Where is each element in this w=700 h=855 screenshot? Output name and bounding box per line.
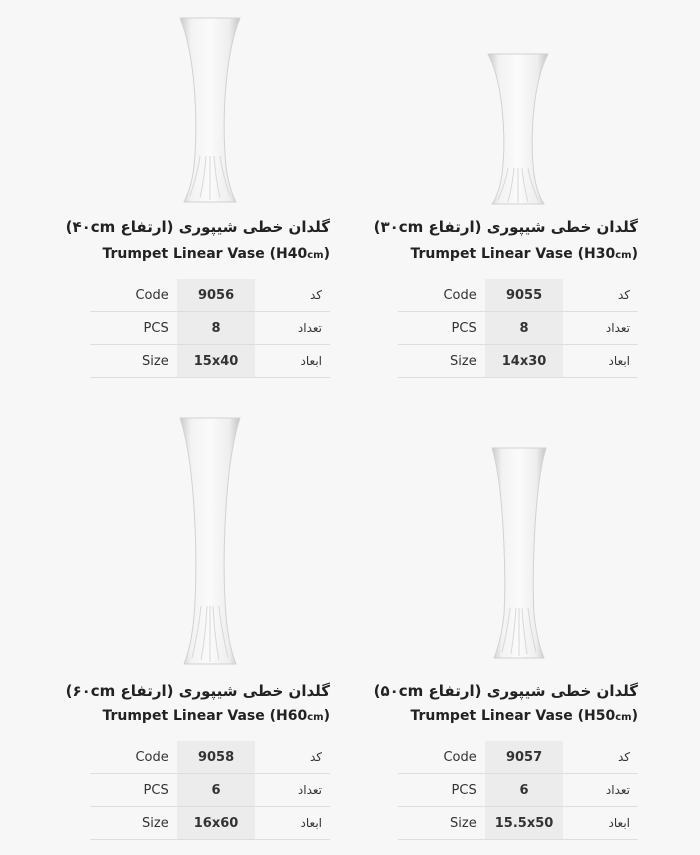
code-value: 9057 [485, 741, 564, 774]
table-row [90, 279, 330, 312]
pcs-label: PCS [398, 312, 485, 345]
size-value: 15x40 [177, 345, 256, 378]
size-label: Size [90, 807, 177, 840]
code-label-fa: کد [563, 279, 638, 312]
product-title-en: Trumpet Linear Vase (H30cm) [410, 246, 638, 262]
pcs-label-fa: تعداد [255, 312, 330, 345]
pcs-label: PCS [90, 774, 177, 807]
table-row [398, 741, 638, 774]
pcs-value: 6 [485, 774, 564, 807]
pcs-label-fa: تعداد [563, 312, 638, 345]
product-title-fa: گلدان خطی شیپوری (ارتفاع ۶۰cm) [65, 682, 330, 700]
product-title-fa: گلدان خطی شیپوری (ارتفاع ۳۰cm) [373, 218, 638, 236]
size-value: 16x60 [177, 807, 256, 840]
code-label-fa: کد [255, 741, 330, 774]
size-label: Size [398, 807, 485, 840]
spec-table [398, 279, 638, 378]
table-row [398, 312, 638, 345]
size-value: 14x30 [485, 345, 564, 378]
table-row [90, 807, 330, 840]
product-title-en: Trumpet Linear Vase (H40cm) [102, 246, 330, 262]
size-label-fa: ابعاد [255, 807, 330, 840]
product-title-en: Trumpet Linear Vase (H60cm) [102, 708, 330, 724]
pcs-label-fa: تعداد [563, 774, 638, 807]
code-label: Code [90, 279, 177, 312]
table-row [398, 279, 638, 312]
pcs-value: 8 [485, 312, 564, 345]
code-value: 9055 [485, 279, 564, 312]
pcs-label-fa: تعداد [255, 774, 330, 807]
pcs-value: 8 [177, 312, 256, 345]
pcs-label: PCS [90, 312, 177, 345]
table-row [398, 345, 638, 378]
size-label: Size [398, 345, 485, 378]
code-label: Code [398, 279, 485, 312]
spec-table [90, 279, 330, 378]
code-label-fa: کد [255, 279, 330, 312]
code-label: Code [90, 741, 177, 774]
spec-table [398, 741, 638, 840]
vase-image [480, 52, 556, 208]
product-title-fa: گلدان خطی شیپوری (ارتفاع ۴۰cm) [65, 218, 330, 236]
product-title-en: Trumpet Linear Vase (H50cm) [410, 708, 638, 724]
size-label: Size [90, 345, 177, 378]
table-row [90, 345, 330, 378]
table-row [90, 741, 330, 774]
size-label-fa: ابعاد [563, 345, 638, 378]
pcs-label: PCS [398, 774, 485, 807]
table-row [398, 774, 638, 807]
code-value: 9058 [177, 741, 256, 774]
vase-image [174, 416, 246, 668]
pcs-value: 6 [177, 774, 256, 807]
table-row [90, 774, 330, 807]
vase-image [486, 446, 552, 662]
code-label-fa: کد [563, 741, 638, 774]
vase-image [170, 16, 250, 206]
product-title-fa: گلدان خطی شیپوری (ارتفاع ۵۰cm) [373, 682, 638, 700]
size-label-fa: ابعاد [255, 345, 330, 378]
size-value: 15.5x50 [485, 807, 564, 840]
size-label-fa: ابعاد [563, 807, 638, 840]
table-row [90, 312, 330, 345]
table-row [398, 807, 638, 840]
code-label: Code [398, 741, 485, 774]
spec-table [90, 741, 330, 840]
code-value: 9056 [177, 279, 256, 312]
